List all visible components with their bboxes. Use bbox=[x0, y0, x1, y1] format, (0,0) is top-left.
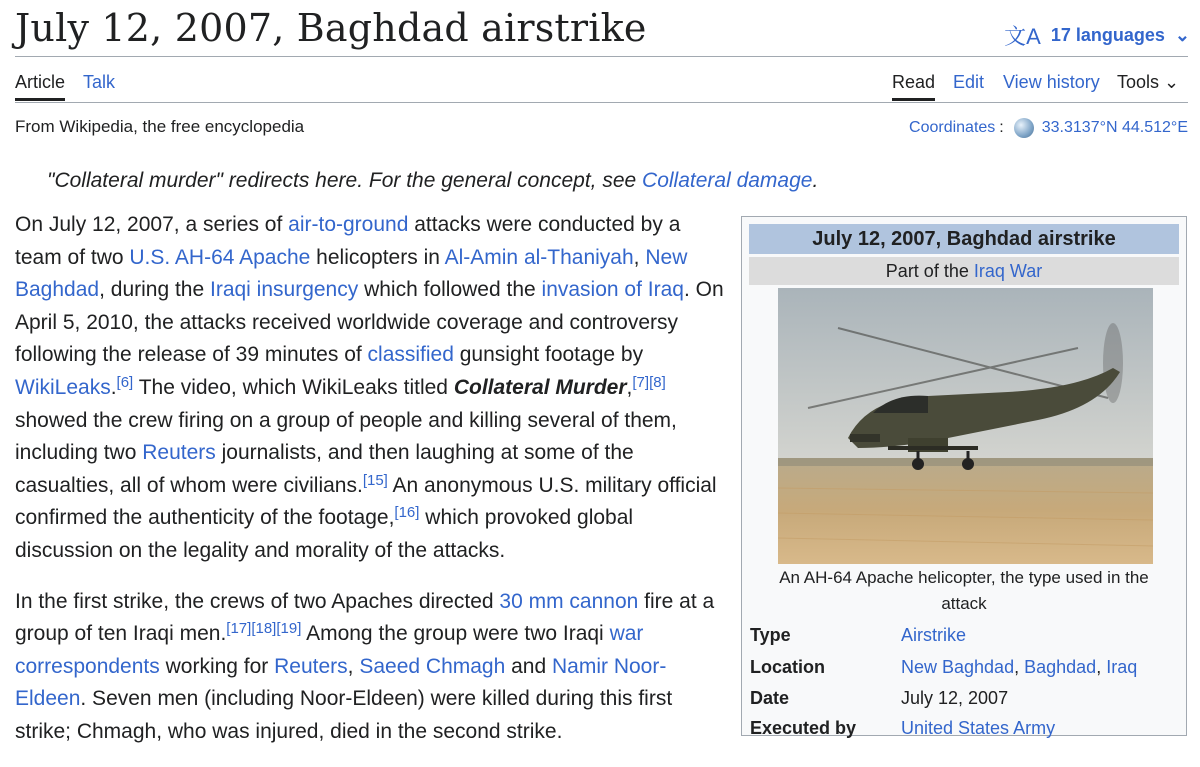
hatnote-link[interactable]: Collateral damage bbox=[642, 169, 813, 192]
citation bbox=[394, 504, 419, 521]
inline-link[interactable]: Reuters bbox=[274, 654, 348, 678]
citation-link[interactable]: [7] bbox=[632, 373, 650, 391]
citation-link[interactable]: [6] bbox=[116, 373, 134, 391]
citation-link[interactable]: [16] bbox=[394, 504, 420, 522]
text-run: , bbox=[626, 375, 633, 399]
infobox-row-type: Type Airstrike bbox=[750, 625, 967, 645]
inline-link[interactable]: New Baghdad bbox=[15, 245, 688, 302]
citation bbox=[251, 620, 276, 637]
language-count: 17 languages bbox=[1050, 25, 1165, 45]
citation-link[interactable]: [8] bbox=[649, 373, 666, 391]
site-subtitle: From Wikipedia, the free encyclopedia bbox=[15, 117, 305, 136]
language-selector[interactable] bbox=[1004, 20, 1190, 51]
text-run: showed the crew firing on a group of people and killing several of them, including two bbox=[15, 408, 677, 465]
location-link[interactable]: New Baghdad bbox=[901, 657, 1015, 677]
hatnote: "Collateral murder" redirects here. For the general concept, see Collateral damage. bbox=[47, 169, 819, 192]
inline-link[interactable]: war correspondents bbox=[15, 622, 644, 678]
paragraph bbox=[15, 209, 727, 568]
text-run: journalists, and then laughing at some of the casualties, all of whom were civilians. bbox=[15, 441, 634, 497]
text-run: attacks were conducted by a team of two bbox=[15, 213, 681, 269]
location-value: New Baghdad, Baghdad, Iraq bbox=[901, 657, 1138, 677]
text-run: In the first strike, the crews of two Apaches directed bbox=[15, 589, 500, 613]
translate-icon: 文A bbox=[1004, 24, 1041, 49]
chevron-down-icon: ⌄ bbox=[1174, 25, 1190, 45]
inline-link[interactable]: Namir Noor-Eldeen bbox=[15, 654, 667, 711]
apache-helicopter-image[interactable] bbox=[778, 288, 1153, 564]
inline-link[interactable]: Reuters bbox=[142, 441, 216, 465]
text-run: working for bbox=[159, 654, 275, 678]
chevron-down-icon: ⌄ bbox=[1164, 72, 1180, 92]
infobox bbox=[741, 216, 1187, 736]
text-run: On July 12, 2007, a series of bbox=[15, 213, 289, 236]
citation bbox=[363, 472, 388, 489]
text-run: and bbox=[505, 654, 552, 678]
infobox-title: July 12, 2007, Baghdad airstrike bbox=[749, 224, 1179, 254]
coordinates-value[interactable]: 33.3137°N 44.512°E bbox=[1041, 119, 1188, 136]
title-divider bbox=[15, 56, 1188, 57]
text-run: which provoked global discussion on the legality and morality of the attacks. bbox=[15, 506, 634, 562]
article-body bbox=[15, 209, 727, 767]
citation-link[interactable]: [19] bbox=[276, 620, 302, 638]
location-link[interactable]: Iraq bbox=[1106, 657, 1138, 677]
citation-link[interactable]: [17] bbox=[226, 620, 252, 638]
tab-article[interactable]: Article bbox=[15, 72, 65, 101]
text-run: , during the bbox=[99, 278, 210, 302]
tab-read[interactable]: Read bbox=[892, 72, 935, 101]
coordinates[interactable]: Coordinates : 33.3137°N 44.512°E bbox=[909, 119, 1188, 136]
inline-link[interactable]: classified bbox=[367, 343, 454, 367]
text-run: helicopters in bbox=[310, 245, 445, 269]
infobox-row-executed-by: Executed by United States Army bbox=[750, 718, 1056, 738]
tab-talk[interactable]: Talk bbox=[83, 72, 116, 92]
citation bbox=[117, 374, 134, 391]
inline-link[interactable]: Al-Amin al-Thaniyah bbox=[444, 245, 634, 269]
iraq-war-link[interactable]: Iraq War bbox=[973, 261, 1043, 281]
text-run: Among the group were two Iraqi bbox=[301, 622, 610, 646]
citation bbox=[276, 620, 301, 637]
page-title: July 12, 2007, Baghdad airstrike bbox=[15, 6, 647, 50]
infobox-caption: An AH-64 Apache helicopter, the type used in the attack bbox=[779, 568, 1149, 613]
bold-title: Collateral Murder bbox=[453, 375, 627, 399]
infobox-row-location: Location New Baghdad, Baghdad, Iraq bbox=[750, 657, 1138, 677]
tab-view-history[interactable]: View history bbox=[1003, 72, 1100, 92]
citation bbox=[649, 374, 666, 391]
text-run: , bbox=[347, 654, 360, 678]
text-run: fire at a group of ten Iraqi men. bbox=[15, 589, 715, 646]
text-run: The video, which WikiLeaks titled bbox=[133, 375, 454, 399]
citation-link[interactable]: [18] bbox=[251, 620, 277, 638]
paragraph bbox=[15, 586, 727, 749]
inline-link[interactable]: Saeed Chmagh bbox=[359, 654, 506, 678]
infobox-subtitle: Part of the Iraq War bbox=[749, 257, 1179, 285]
inline-link[interactable]: invasion of Iraq bbox=[541, 278, 684, 302]
inline-link[interactable]: 30 mm cannon bbox=[499, 589, 639, 613]
citation-link[interactable]: [15] bbox=[362, 471, 388, 489]
text-run: . On April 5, 2010, the attacks received worldwide coverage and controversy following the release of 39 minutes of bbox=[15, 278, 724, 367]
text-run: , bbox=[633, 245, 646, 269]
globe-icon[interactable] bbox=[1014, 118, 1034, 138]
citation bbox=[226, 620, 251, 637]
tools-menu[interactable]: Tools ⌄ bbox=[1117, 72, 1180, 92]
text-run: . Seven men (including Noor-Eldeen) were killed during this first strike; Chmagh, who was injured, died in the second strike. bbox=[15, 687, 673, 743]
tab-edit[interactable]: Edit bbox=[953, 72, 985, 92]
location-link[interactable]: Baghdad bbox=[1024, 657, 1097, 677]
text-run: which followed the bbox=[358, 278, 542, 302]
infobox-row-date: Date July 12, 2007 bbox=[750, 688, 1009, 708]
inline-link[interactable]: WikiLeaks bbox=[15, 375, 111, 399]
inline-link[interactable]: U.S. AH-64 Apache bbox=[129, 245, 311, 269]
inline-link[interactable]: air-to-ground bbox=[288, 213, 409, 236]
text-run: gunsight footage by bbox=[453, 343, 644, 367]
text-run: An anonymous U.S. military official confirmed the authenticity of the footage, bbox=[15, 473, 717, 530]
page-tabs bbox=[15, 60, 1188, 103]
coordinates-label[interactable]: Coordinates bbox=[909, 119, 996, 136]
inline-link[interactable]: Iraqi insurgency bbox=[210, 278, 359, 302]
citation bbox=[632, 374, 649, 391]
text-run: . bbox=[110, 375, 117, 399]
